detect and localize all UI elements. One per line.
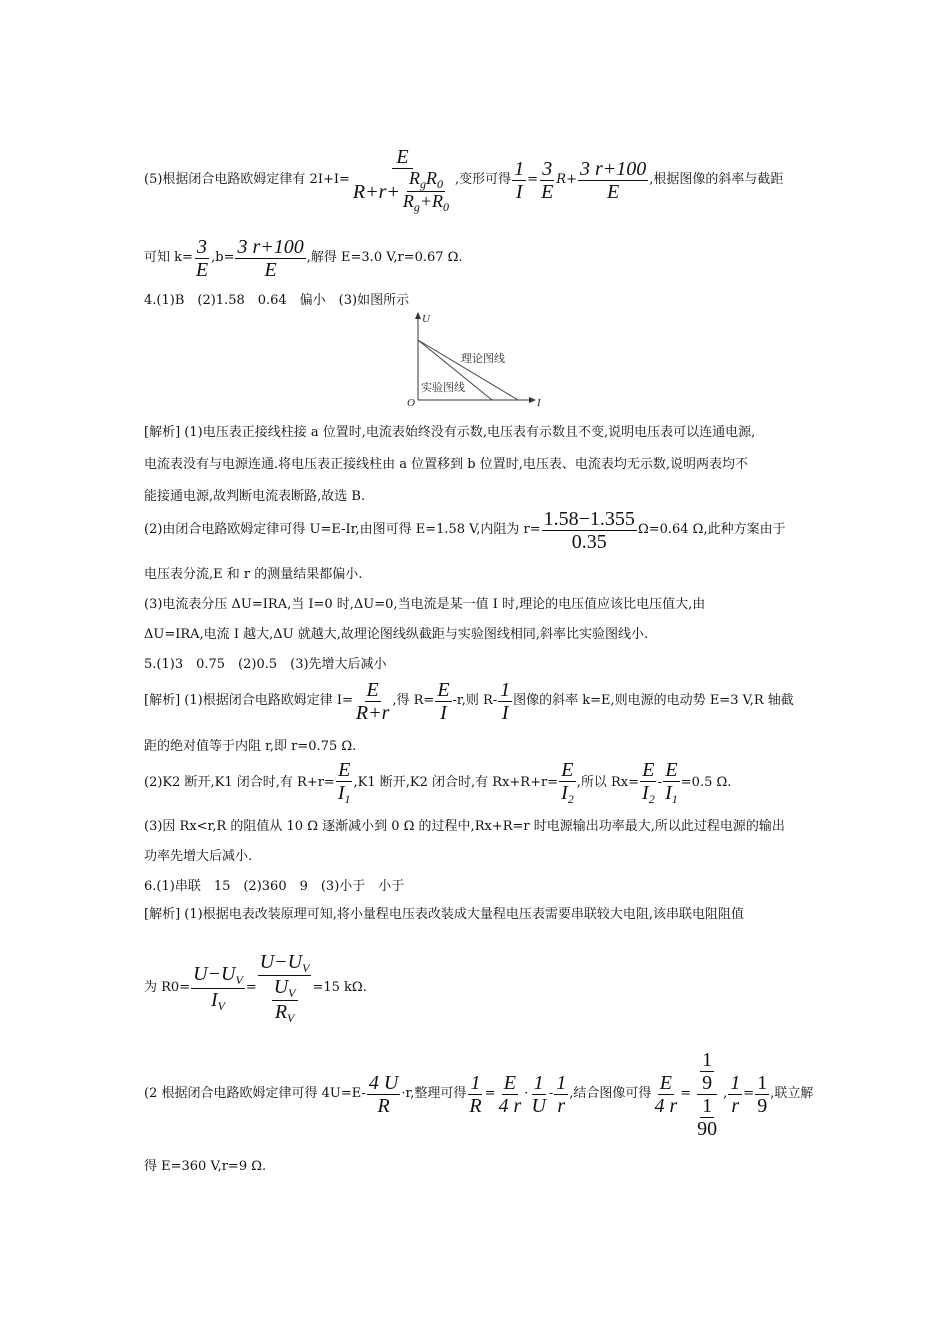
q6-a2-line2: 得 E=360 V,r=9 Ω. [144, 1159, 267, 1174]
q6-a2-line1: (2 根据闭合电路欧姆定律可得 4U=E- 4 U R ·r,整理可得 $\frac{1}{R}$ = $\frac{E}{4 r}$ · 1 U - 1 r ,结合图像可得 $\frac{E}{4 r}$ = $\frac{\frac{1}{9}}{\frac{1}{90}}$ , $\frac{1}{r}$ = $\frac{1}{9}$ ,联立解 [144, 1048, 814, 1140]
q6-e-over-4r-2: $\frac{E}{4 r}$ [654, 1071, 678, 1117]
q5-answer: 5.(1)3 0.75 (2)0.5 (3)先增大后减小 [144, 657, 387, 672]
q4-p3-line2: ΔU=IRA,电流 I 越大,ΔU 就越大,故理论图线纵截距与实验图线相同,斜率比实验图线小. [144, 627, 649, 642]
q6-a1-prefix: 为 R0= [144, 980, 191, 995]
q6-slope-fraction: $\frac{\frac{1}{9}}{\frac{1}{90}}$ [697, 1048, 718, 1140]
u-axis-arrow-icon [415, 312, 421, 319]
s5-k-label: 可知 k= [144, 250, 193, 265]
axis-i-label: I [537, 397, 541, 409]
q5-inv-i-fraction: 1 I [500, 678, 511, 724]
q6-r0-fraction-2: $U-U_V$ $\frac{U_V}{R_V}$ [259, 950, 310, 1026]
s5-fraction-intercept: $\frac{3 r+100}{E}$ [580, 157, 647, 203]
q5-a2-suffix: =0.5 Ω. [680, 775, 732, 790]
q6-a1-line2: 为 R0= $\frac{U-U_V}{I_V}$ = $U-U_V$ $\frac{U_V}{R_V}$ =15 kΩ. [144, 950, 367, 1026]
q4-p2-line2: 电压表分流,E 和 r 的测量结果都偏小. [144, 567, 363, 582]
s5-b-label: ,b= [211, 250, 235, 265]
s5-fraction-1-over-i: $\frac{1}{I}$ [514, 157, 525, 203]
s5-prefix: (5)根据闭合电路欧姆定律有 2I+I= [144, 172, 350, 187]
q5-rx-e-i2-fraction: $\frac{E}{I_2}$ [642, 759, 655, 807]
q4-analysis-1: [解析] (1)电压表正接线柱接 a 位置时,电流表始终没有示数,电压表有示数且不变,说明电压表可以连通电源, [144, 425, 756, 440]
q6-a2-mid2: ,结合图像可得 [569, 1086, 652, 1101]
q5-e-i2-fraction: $\frac{E}{I_2}$ [561, 759, 574, 807]
q5-i-fraction: $\frac{E}{R+r}$ [355, 678, 390, 724]
q5-a1-suffix: 图像的斜率 k=E,则电源的电动势 E=3 V,R 轴截 [513, 693, 794, 708]
s5-mid: ,变形可得 [455, 172, 512, 187]
q6-e-over-4r: $\frac{E}{4 r}$ [498, 1071, 522, 1117]
q5-a1-mid2: -r,则 R- [452, 693, 498, 708]
q6-answer: 6.(1)串联 15 (2)360 9 (3)小于 小于 [144, 879, 405, 894]
theory-label: 理论图线 [461, 352, 505, 365]
s5-result: ,解得 E=3.0 V,r=0.67 Ω. [306, 250, 463, 265]
q4-p2-line1 [144, 507, 786, 553]
q5-a3-line2: 功率先增大后减小. [144, 849, 253, 864]
q5-a1-line2: 距的绝对值等于内阻 r,即 r=0.75 Ω. [144, 739, 357, 754]
q6-4u-over-r: 4 U R [368, 1071, 399, 1117]
q4-p2-suffix: Ω=0.64 Ω,此种方案由于 [637, 522, 786, 537]
q4-r-fraction: $\frac{1.58-1.355}{0.35}$ [543, 507, 635, 553]
q5-a1-line1 [144, 678, 794, 724]
q4-ui-graph [404, 310, 544, 410]
s5-b-fraction: $\frac{3 r+100}{E}$ [237, 235, 304, 281]
q6-1-over-r-small: 1 r [556, 1071, 567, 1117]
q5-rx-e-i1-fraction: $\frac{E}{I_1}$ [665, 759, 678, 807]
q6-1-over-r-eq: $\frac{1}{r}$ [730, 1071, 741, 1117]
origin-label: O [407, 397, 415, 409]
q5-e-i1-fraction: $\frac{E}{I_1}$ [337, 759, 351, 807]
q6-a2-prefix: (2 根据闭合电路欧姆定律可得 4U=E- [144, 1086, 366, 1101]
q4-analysis-3: 能接通电源,故判断电流表断路,故选 B. [144, 489, 366, 504]
s5-fraction-main: E R+r+ $R_gR_0$ $R_g+R_0$ [352, 145, 450, 214]
q5-a2-prefix: (2)K2 断开,K1 闭合时,有 R+r= [144, 775, 335, 790]
q6-a2-suffix: ,联立解 [770, 1086, 814, 1101]
i-axis-arrow-icon [529, 397, 536, 403]
q6-r0-fraction: $\frac{U-U_V}{I_V}$ [193, 963, 243, 1013]
q4-p3-line1: (3)电流表分压 ΔU=IRA,当 I=0 时,ΔU=0,当电流是某一值 I 时,理论的电压值应该比电压值大,由 [144, 597, 706, 612]
q4-analysis-2: 电流表没有与电源连通.将电压表正接线柱由 a 位置移到 b 位置时,电压表、电流表均无示数,说明两表均不 [144, 457, 748, 472]
q4-p2-prefix: (2)由闭合电路欧姆定律可得 U=E-Ir,由图可得 E=1.58 V,内阻为 r= [144, 522, 541, 537]
q5-a1-mid1: ,得 R= [392, 693, 435, 708]
q6-1-over-r: $\frac{1}{R}$ [469, 1071, 482, 1117]
q6-a2-mid1: ·r,整理可得 [401, 1086, 467, 1101]
q5-a1-prefix: [解析] (1)根据闭合电路欧姆定律 I= [144, 693, 353, 708]
q6-a1-suffix: =15 kΩ. [312, 980, 367, 995]
axis-u-label: U [422, 313, 430, 325]
q5-a2-mid1: ,K1 断开,K2 闭合时,有 Rx+R+r= [353, 775, 559, 790]
s5-k-fraction: $\frac{3}{E}$ [195, 235, 209, 281]
s5-fraction-3-over-e: $\frac{3}{E}$ [541, 157, 554, 203]
q6-1-over-9: $\frac{1}{9}$ [757, 1071, 768, 1117]
experiment-label: 实验图线 [421, 381, 465, 394]
s5-line1: (5)根据闭合电路欧姆定律有 2I+I= E R+r+ $R_gR_0$ $R_g+R_0$ ,变形可得 $\frac{1}{I}$ = $\frac{3}{E}$ R + $\frac{3 r+100}{E}$ ,根据图像的斜率与截距 [144, 145, 784, 214]
q5-r-fraction: $\frac{E}{I}$ [437, 678, 450, 724]
q6-1-over-u: 1 U [531, 1071, 546, 1117]
s5-line2 [144, 235, 463, 281]
q4-answer: 4.(1)B (2)1.58 0.64 偏小 (3)如图所示 [144, 293, 410, 308]
s5-suffix: ,根据图像的斜率与截距 [649, 172, 784, 187]
q5-a3-line1: (3)因 Rx<r,R 的阻值从 10 Ω 逐渐减小到 0 Ω 的过程中,Rx+R=r 时电源输出功率最大,所以此过程电源的输出 [144, 819, 785, 834]
q5-a2-line: (2)K2 断开,K1 闭合时,有 R+r= $\frac{E}{I_1}$ ,K1 断开,K2 闭合时,有 Rx+R+r= $\frac{E}{I_2}$ ,所以 Rx= $\frac{E}{I_2}$ - $\frac{E}{I_1}$ =0.5 Ω. [144, 759, 732, 807]
q6-a1-line1: [解析] (1)根据电表改装原理可知,将小量程电压表改装成大量程电压表需要串联较大电阻,该串联电阻阻值 [144, 907, 744, 922]
q5-a2-mid2: ,所以 Rx= [576, 775, 640, 790]
